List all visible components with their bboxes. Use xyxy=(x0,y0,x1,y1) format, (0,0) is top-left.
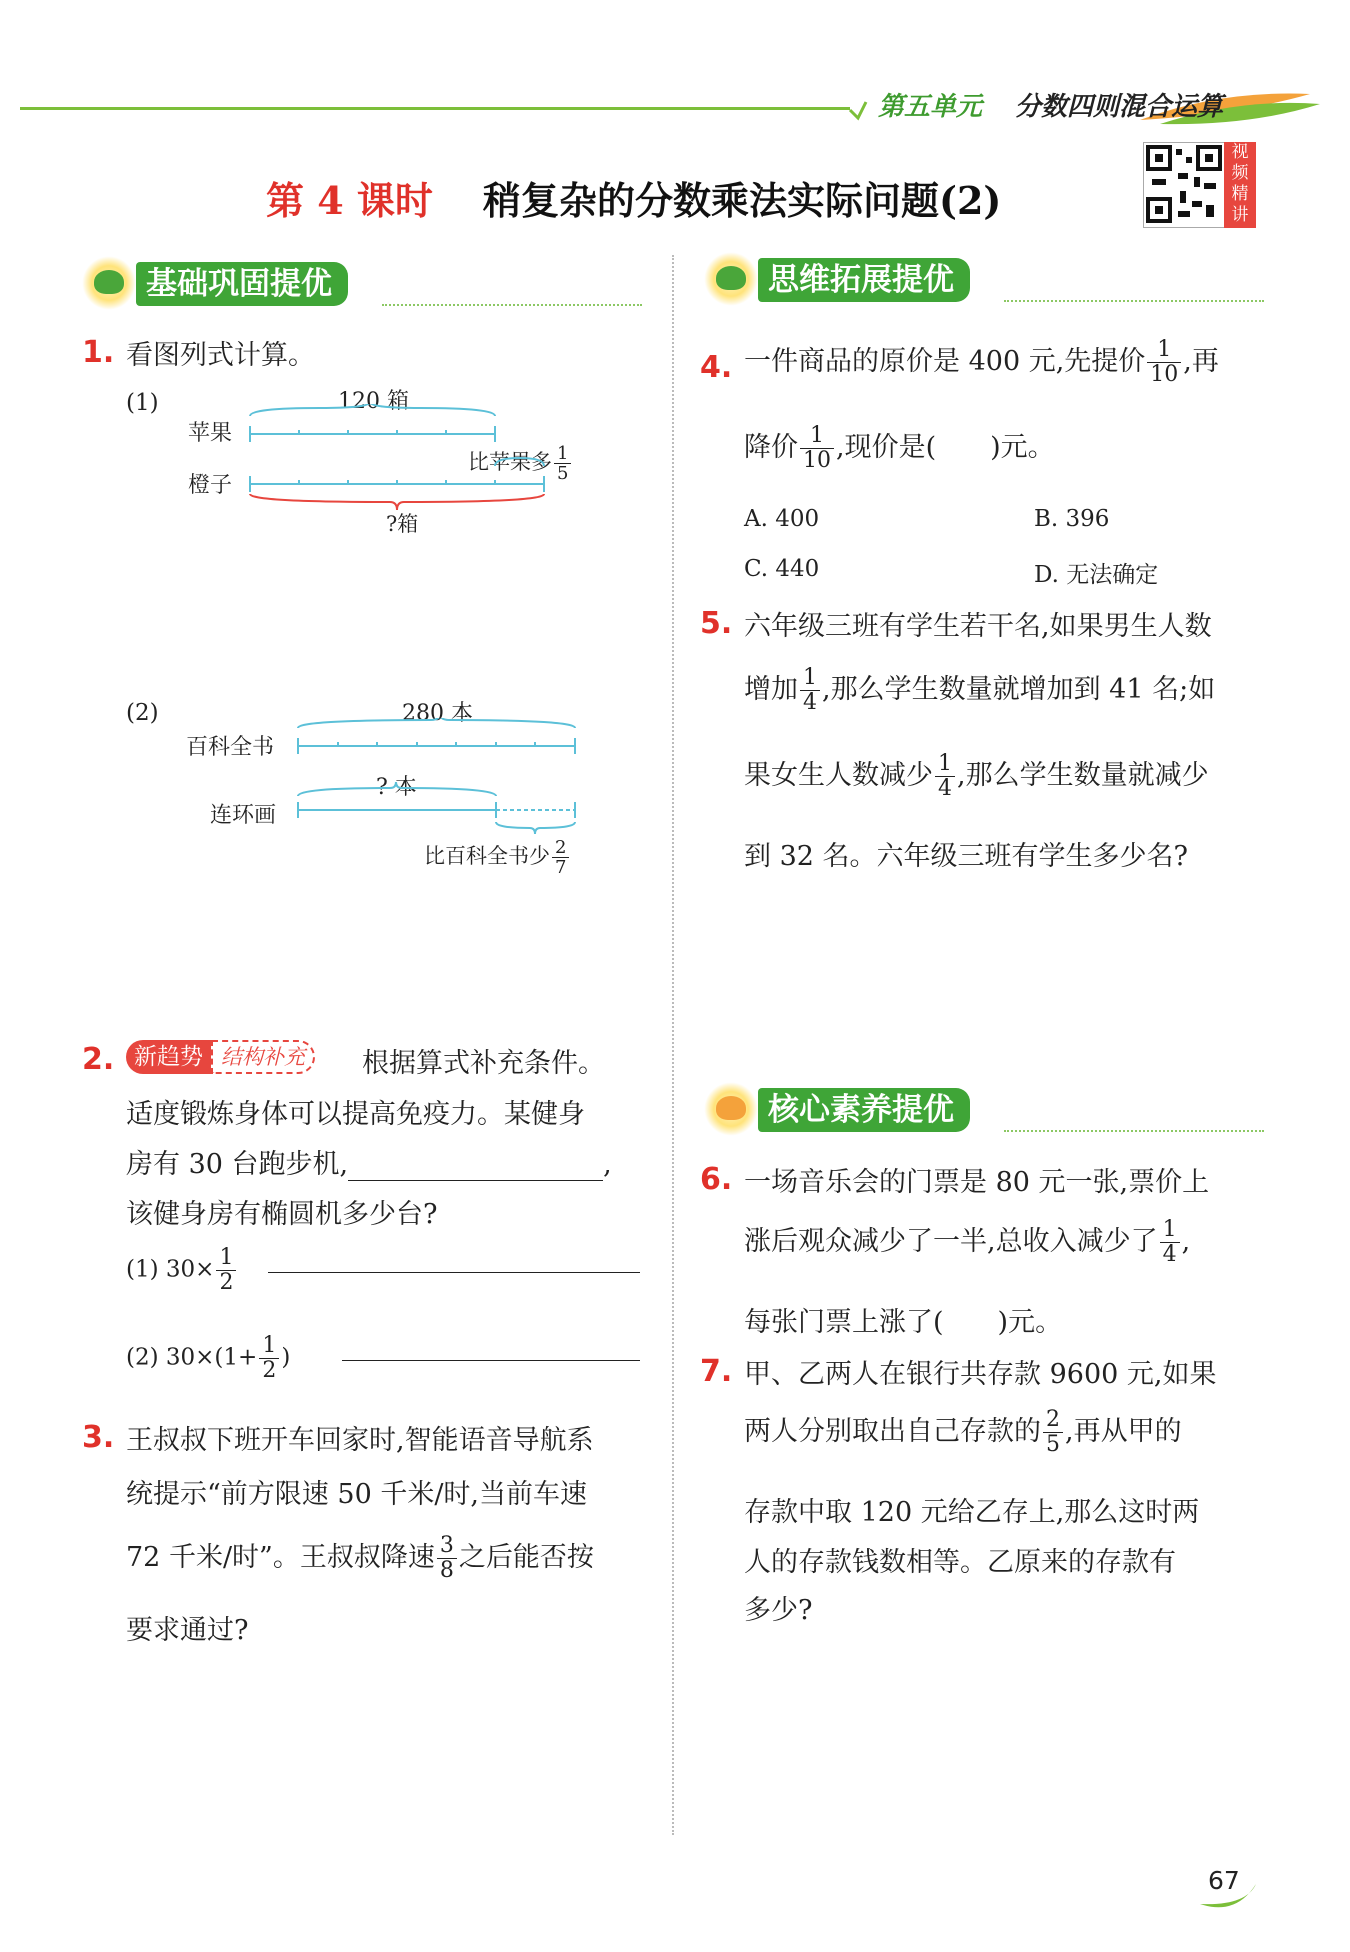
line-segment-diagram-1 xyxy=(240,404,560,514)
question-text: 人的存款钱数相等。乙原来的存款有 xyxy=(744,1547,1176,1578)
qr-code[interactable] xyxy=(1143,142,1225,228)
answer-blank[interactable] xyxy=(268,1270,640,1273)
unit-title: 分数四则混合运算 xyxy=(1015,92,1224,122)
question-number: 4. xyxy=(700,350,733,385)
question-text: 每张门票上涨了( )元。 xyxy=(744,1307,1063,1338)
question-text: 统提示“前方限速 50 千米/时,当前车速 xyxy=(126,1479,588,1510)
question-text: 降价 $\frac{1}{10}$ ,现价是( )元。 xyxy=(744,423,1055,473)
question-number: 5. xyxy=(700,606,733,641)
diagram-label: (1) xyxy=(126,390,159,416)
question-text: 多少? xyxy=(744,1595,813,1626)
question-title: 根据算式补充条件。 xyxy=(362,1048,605,1079)
question-text: 适度锻炼身体可以提高免疫力。某健身 xyxy=(126,1099,585,1130)
trend-badge: 新趋势 结构补充 xyxy=(126,1040,315,1076)
lesson-title: 稍复杂的分数乘法实际问题(2) xyxy=(483,178,1002,223)
section-basic xyxy=(82,262,642,306)
question-text: 要求通过? xyxy=(126,1615,249,1646)
question-text: 增加 $\frac{1}{4}$ ,那么学生数量就增加到 41 名;如 xyxy=(744,665,1216,715)
qr-tag: 视 频 精 讲 xyxy=(1224,142,1256,228)
question-text: 涨后观众减少了一半,总收入减少了 $\frac{1}{4}$ , xyxy=(744,1217,1191,1267)
sprout-icon xyxy=(704,252,758,306)
question-text: 两人分别取出自己存款的 $\frac{2}{5}$ ,再从甲的 xyxy=(744,1407,1182,1457)
question-text: 六年级三班有学生若干名,如果男生人数 xyxy=(744,611,1212,642)
page-number: 67 xyxy=(1208,1866,1240,1895)
diagram-row-label: 苹果 xyxy=(188,421,233,446)
choice-a[interactable]: A. 400 xyxy=(744,506,820,532)
question-text: 看图列式计算。 xyxy=(126,340,315,371)
diagram-top-value: 280 本 xyxy=(402,701,473,726)
question-text: 到 32 名。六年级三班有学生多少名? xyxy=(744,841,1188,872)
question-text: 一件商品的原价是 400 元,先提价 $\frac{1}{10}$ ,再 xyxy=(744,337,1219,387)
diagram-note: 比百科全书少 $\frac{2}{7}$ xyxy=(424,838,571,877)
seedling-icon xyxy=(82,256,136,310)
question-text: 存款中取 120 元给乙存上,那么这时两 xyxy=(744,1497,1200,1528)
column-divider xyxy=(672,255,674,1835)
diagram-bottom-value: ?箱 xyxy=(386,512,419,536)
diagram-top-value: 120 箱 xyxy=(338,389,409,414)
section-title: 思维拓展提优 xyxy=(758,258,970,302)
trophy-icon xyxy=(704,1082,758,1136)
option-line: (1) 30× $\frac{1}{2}$ xyxy=(126,1246,238,1295)
diagram-row-label: 橙子 xyxy=(188,473,233,498)
question-text: 房有 30 台跑步机, , xyxy=(126,1149,612,1180)
section-core xyxy=(704,1088,1264,1132)
question-number: 6. xyxy=(700,1162,733,1197)
choice-c[interactable]: C. 440 xyxy=(744,556,820,582)
header-rule xyxy=(20,107,850,110)
question-text: 果女生人数减少 $\frac{1}{4}$ ,那么学生数量就减少 xyxy=(744,751,1209,801)
question-number: 1. xyxy=(82,335,115,370)
section-title: 核心素养提优 xyxy=(758,1088,970,1132)
answer-blank[interactable] xyxy=(348,1150,603,1181)
diagram-label: (2) xyxy=(126,700,159,726)
choice-d[interactable]: D. 无法确定 xyxy=(1034,562,1159,588)
answer-blank[interactable] xyxy=(342,1358,640,1361)
question-text: 一场音乐会的门票是 80 元一张,票价上 xyxy=(744,1167,1210,1198)
unit-label: 第五单元 xyxy=(878,92,983,122)
question-text: 该健身房有椭圆机多少台? xyxy=(126,1199,438,1230)
diagram-row-label: 百科全书 xyxy=(186,735,275,760)
question-text: 甲、乙两人在银行共存款 9600 元,如果 xyxy=(744,1359,1217,1390)
lesson-number: 第 4 课时 xyxy=(266,178,433,223)
diagram-mid-value: ? 本 xyxy=(376,775,417,800)
question-number: 7. xyxy=(700,1354,733,1389)
diagram-row-label: 连环画 xyxy=(210,803,277,828)
question-text: 72 千米/时”。王叔叔降速 $\frac{3}{8}$ 之后能否按 xyxy=(126,1533,594,1583)
question-number: 2. xyxy=(82,1042,115,1077)
qr-pattern-icon xyxy=(1144,143,1224,227)
question-text: 王叔叔下班开车回家时,智能语音导航系 xyxy=(126,1425,594,1456)
section-thinking xyxy=(704,258,1264,302)
diagram-note: 比苹果多 $\frac{1}{5}$ xyxy=(468,444,573,483)
option-line: (2) 30×(1+ $\frac{1}{2}$ ) xyxy=(126,1333,291,1383)
question-number: 3. xyxy=(82,1420,115,1455)
section-title: 基础巩固提优 xyxy=(136,262,348,306)
choice-b[interactable]: B. 396 xyxy=(1034,506,1110,532)
line-segment-diagram-2 xyxy=(290,718,590,838)
